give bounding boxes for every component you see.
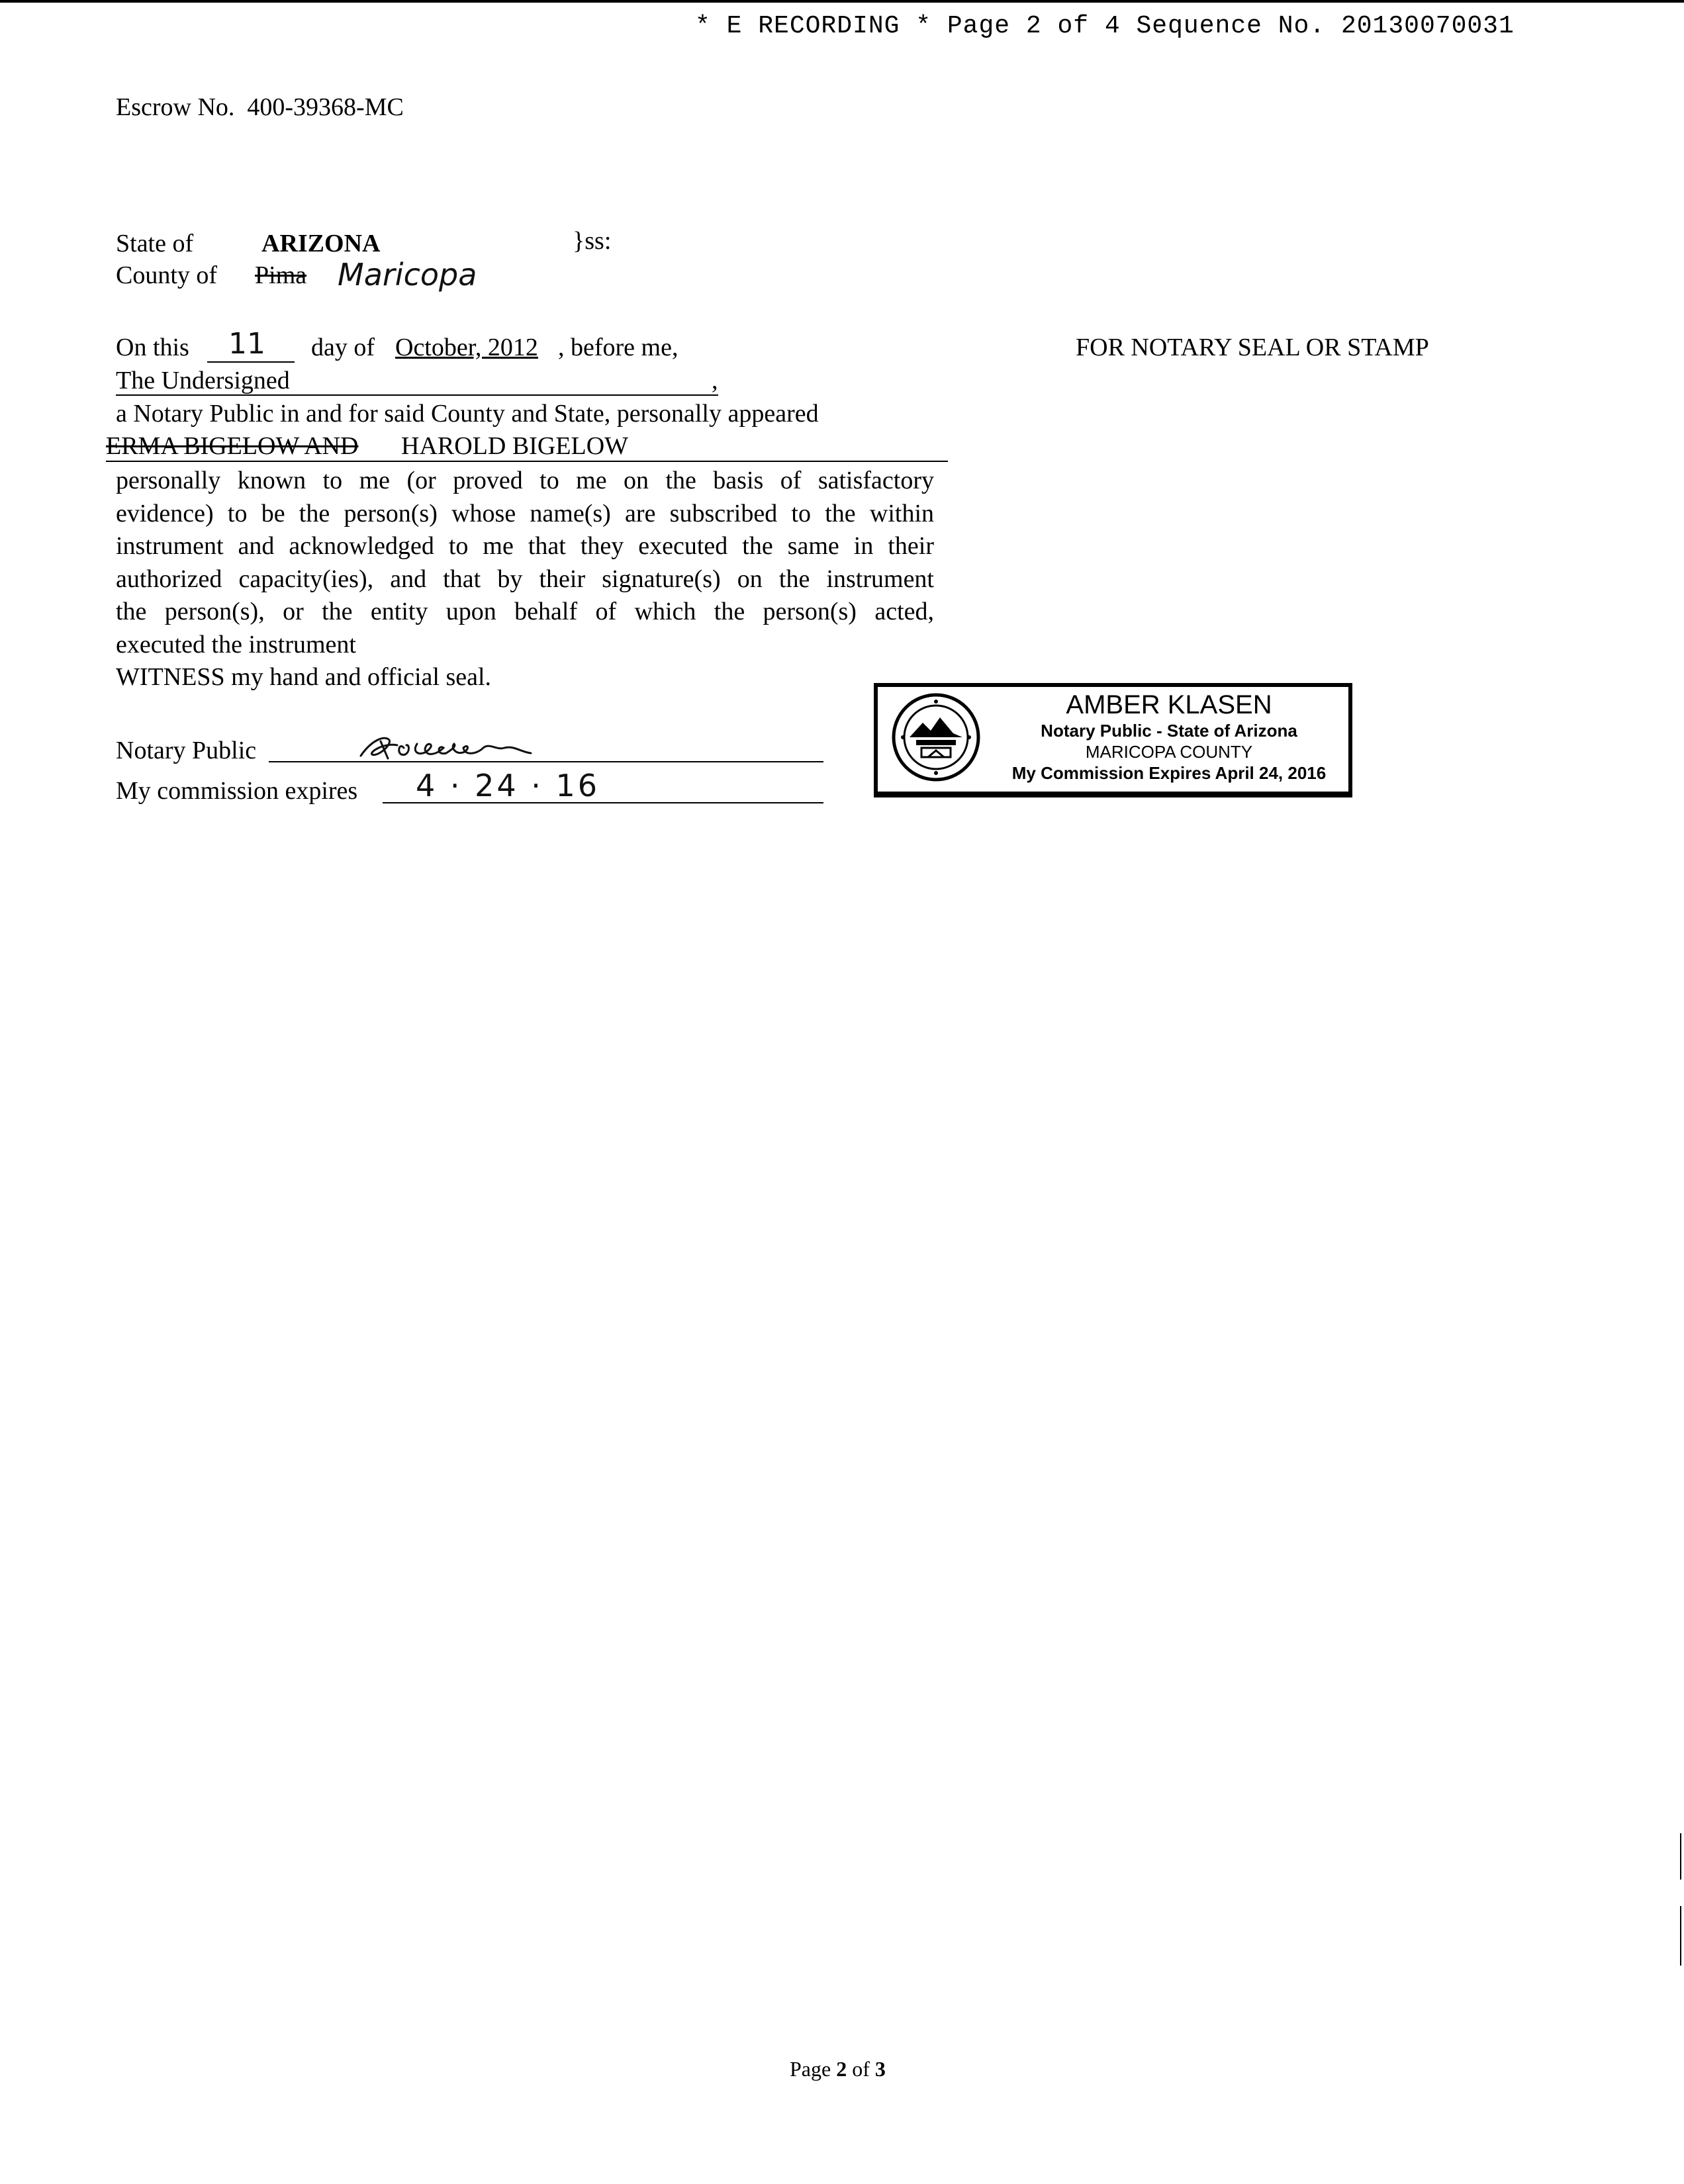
before-me: , before me, [558,334,678,361]
stamp-line-2: MARICOPA COUNTY [1085,742,1253,762]
witness-line: WITNESS my hand and official seal. [116,663,492,691]
commission-label: My commission expires [116,777,358,805]
escrow-number: 400-39368-MC [247,93,404,121]
ss-brace: }ss: [573,227,612,255]
paragraph-line: instrument and acknowledged to me that they executed the same in their [116,532,934,560]
footer-page-total: 3 [874,2057,886,2081]
officer-name: The Undersigned [116,367,290,394]
paragraph-line: executed the instrument [116,630,356,659]
notary-line: a Notary Public in and for said County and State, personally appeared [116,400,819,428]
scan-artifact [1680,1906,1681,1966]
stamp-line-1: Notary Public - State of Arizona [1041,721,1297,741]
stamp-line-3: My Commission Expires April 24, 2016 [1011,763,1327,783]
on-this-label: On this [116,334,189,361]
day-of-label: day of [311,334,375,361]
paragraph-line: authorized capacity(ies), and that by their signature(s) on the instrument [116,565,934,593]
state-seal-icon [890,691,982,784]
stamp-notary-name: AMBER KLASEN [1066,690,1272,719]
paragraph-line: evidence) to be the person(s) whose name(s) are subscribed to the within [116,499,934,527]
scan-artifact [1680,1833,1681,1880]
footer-of: of [852,2057,870,2081]
acknowledgment-paragraph [116,465,934,694]
notary-stamp [874,683,1352,797]
county-label: County of [116,261,218,289]
county-struck: Pima [255,261,307,289]
county-handwritten: Maricopa [338,257,477,293]
day-underline [207,361,295,363]
escrow-label: Escrow No. [116,93,235,121]
state-label: State of [116,230,194,257]
paragraph-line: the person(s), or the entity upon behalf of which the person(s) acted, [116,598,934,625]
page-footer [790,2057,886,2081]
commission-date-handwritten: 4 · 24 · 16 [416,768,600,803]
footer-page-num: 2 [836,2057,847,2081]
appeared-struck: ERMA BIGELOW AND [106,432,359,460]
recording-header: * E RECORDING * Page 2 of 4 Sequence No. 20130070031 [695,12,1515,40]
notary-public-label: Notary Public [116,737,257,764]
notary-signature [357,728,583,768]
appeared-underline [106,461,948,462]
top-border-rule [0,0,1684,3]
seal-area-label: FOR NOTARY SEAL OR STAMP [1076,334,1429,361]
month-year: October, 2012 [395,334,538,361]
appeared-name: HAROLD BIGELOW [401,432,629,460]
day-handwritten: 11 [228,327,265,361]
officer-comma: , [712,367,718,394]
state-value: ARIZONA [261,230,381,257]
officer-underline [116,394,718,396]
footer-page-prefix: Page [790,2057,831,2081]
stamp-text-block [997,690,1341,784]
paragraph-line: personally known to me (or proved to me on the basis of satisfactory [116,467,934,494]
escrow-line [116,93,404,122]
